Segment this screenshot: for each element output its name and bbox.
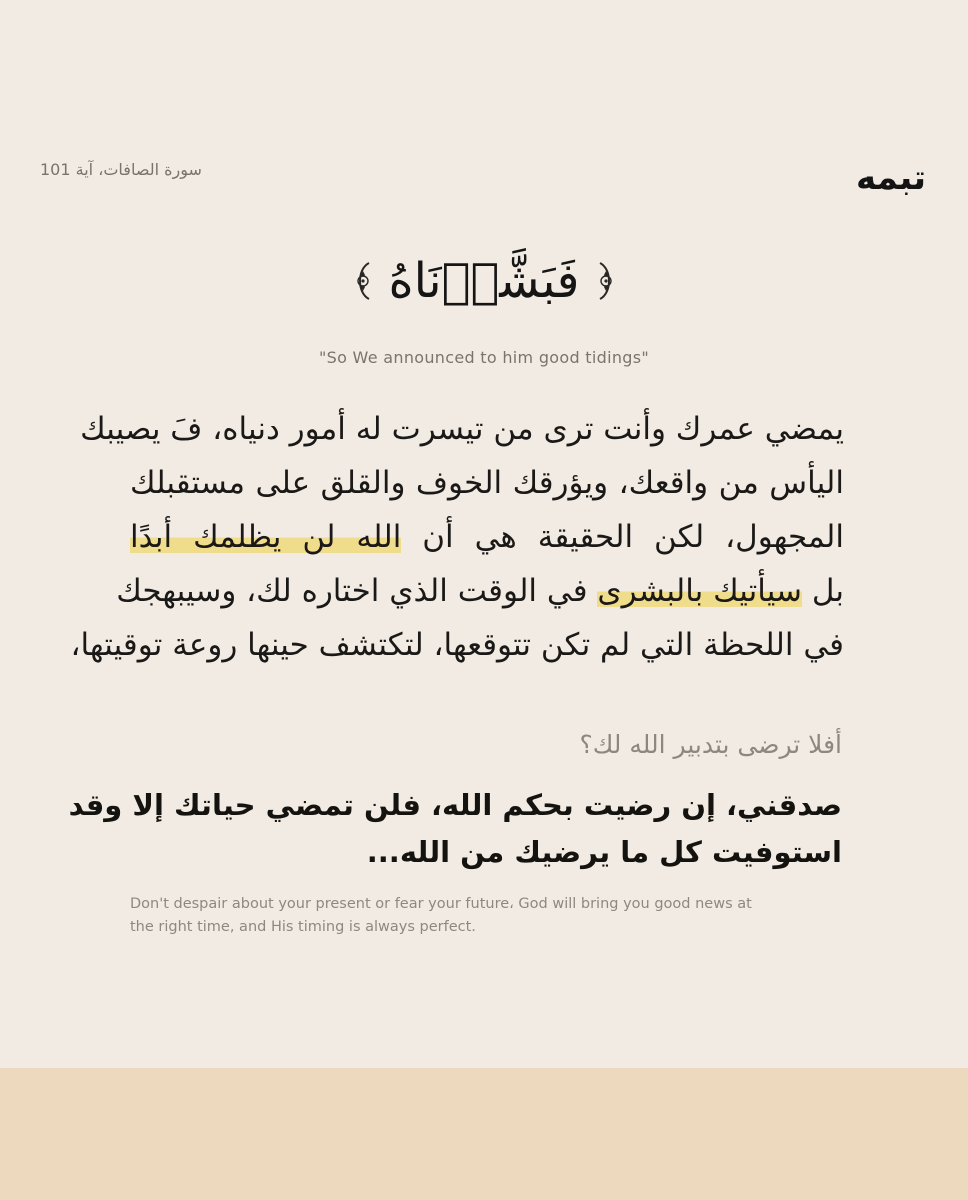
- paragraph-text: في الوقت الذي اختاره لك، وسيبهجك: [116, 573, 598, 609]
- ornament-bracket-left-icon: [349, 259, 377, 303]
- paragraph-line: اليأس من واقعك، ويؤرقك الخوف والقلق على مستقبلك: [130, 465, 844, 501]
- verse-arabic: فَبَشَّرۡنَاهُ: [388, 253, 580, 309]
- paragraph-line: [116, 564, 844, 618]
- paragraph-text: بل: [802, 573, 844, 609]
- brand-logo: تبمه: [856, 158, 927, 198]
- paragraph-line: في اللحظة التي لم تكن تتوقعها، لتكتشف حينها روعة توقيتها،: [70, 627, 844, 663]
- reflection-paragraph: [70, 402, 844, 672]
- rhetorical-question: أفلا ترضى بتدبير الله لك؟: [579, 730, 842, 759]
- conclusion-block: [68, 782, 842, 876]
- surah-reference: سورة الصافات، آية 101: [40, 160, 202, 179]
- paragraph-line: يمضي عمرك وأنت ترى من تيسرت له أمور دنياه، فَ يصيبك: [80, 411, 844, 447]
- bottom-band: [0, 1068, 968, 1200]
- paragraph-line: [130, 510, 844, 564]
- highlighted-phrase: سيأتيك بالبشرى: [597, 573, 803, 609]
- highlighted-phrase: الله لن يظلمك أبدًا: [130, 519, 402, 555]
- english-summary: [130, 893, 850, 939]
- verse-translation: "So We announced to him good tidings": [318, 348, 650, 367]
- english-line: Don't despair about your present or fear your future، God will bring you good news at: [130, 896, 752, 912]
- conclusion-line: استوفيت كل ما يرضيك من الله...: [366, 835, 842, 869]
- conclusion-line: صدقني، إن رضيت بحكم الله، فلن تمضي حياتك إلا وقد: [68, 788, 842, 822]
- verse-row: [349, 255, 620, 308]
- english-line: the right time, and His timing is always perfect.: [130, 919, 476, 935]
- paragraph-text: المجهول، لكن الحقيقة هي أن: [401, 519, 844, 555]
- ornament-bracket-right-icon: [592, 259, 620, 303]
- verse-block: [0, 255, 968, 308]
